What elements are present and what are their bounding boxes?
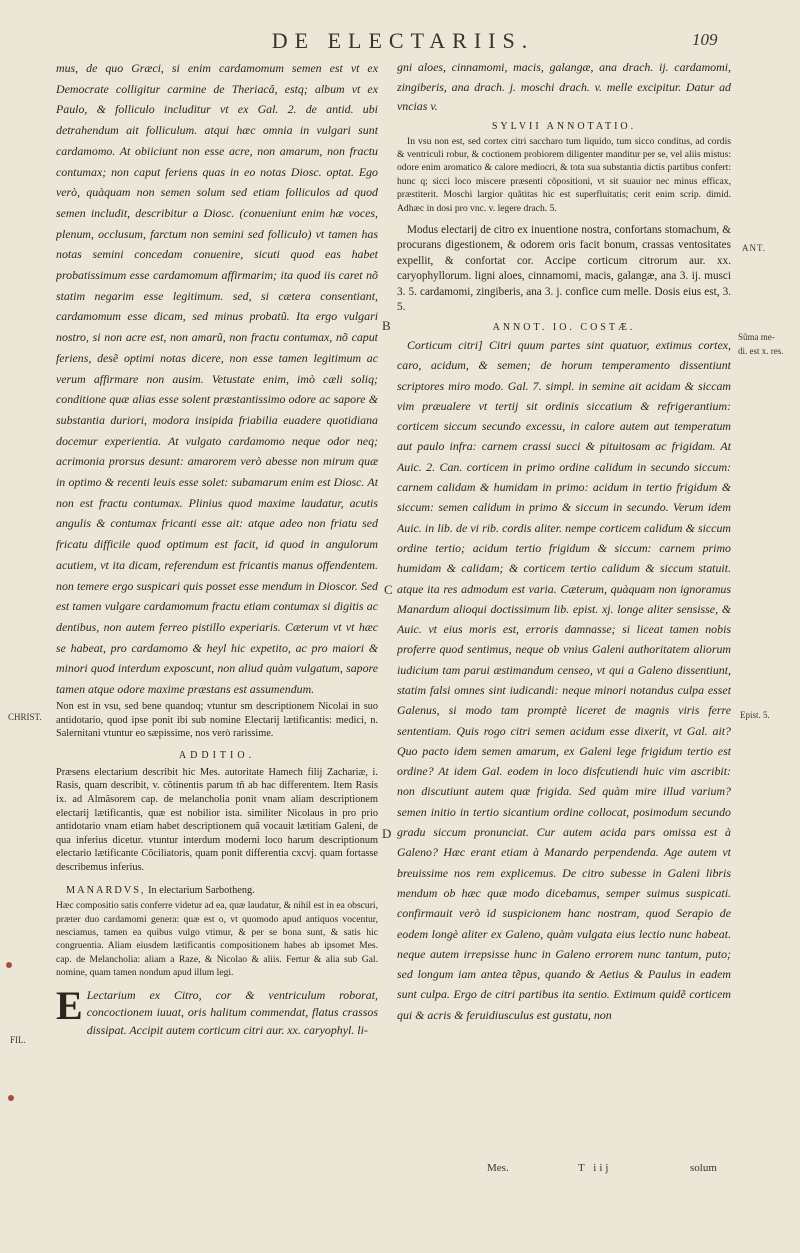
folio-number: 109 bbox=[692, 30, 718, 49]
left-column bbox=[56, 58, 378, 1039]
right-paragraph-1: gni aloes, cinnamomi, macis, galangæ, ana drach. ij. cardamomi, zingiberis, ana drach. j. moschi drach. v. melle excipitur. Datur ad vncias v. bbox=[397, 60, 731, 113]
footer-catchword: solum bbox=[690, 1162, 717, 1174]
additio-heading: ADDITIO. bbox=[178, 749, 256, 761]
manardus-heading bbox=[56, 884, 378, 898]
margin-ink-mark bbox=[6, 962, 12, 968]
margin-note-ant: ANT. bbox=[742, 243, 767, 253]
sylvii-heading: SYLVII ANNOTATIO. bbox=[491, 120, 637, 132]
margin-ink-mark bbox=[8, 1095, 14, 1101]
additio-paragraph: Præsens electarium describit hic Mes. autoritate Hamech filij Zachariæ, i. Rasis, quam describit, v. cõtinentis parum tñ ab hac differentem. Item Rasis ix. ad Almãsorem cap. de melancholia ponit vnam aliam descriptionem electarij lætificantis, quæ est nobilior ista. similiter Nicolaus in pro prio antidotario vnam etiam habet descriptionem quã vocauit lætitiam Galeni, de qua inferius dicetur. vtuntur interdum moderni loco harum descriptionum electario lætificante Cõciliatoris, quam ponit differentia cxcvj. quam fortasse describemus inferius. bbox=[56, 766, 378, 873]
footer-signature: T iij bbox=[578, 1162, 612, 1174]
margin-note-christ: CHRIST. bbox=[8, 712, 42, 722]
left-paragraph-christ: Non est in vsu, sed bene quandoq; vtuntur sm descriptionem Nicolai in suo antidotario, quod ipse ponit ibi sub nomine Electarij lætificantis: medici, n. Salernitani vtuntur eo sæpissime, nos verò rarissime. bbox=[56, 701, 378, 740]
footer-catch-left: Mes. bbox=[487, 1162, 509, 1174]
section-letter-c: C bbox=[384, 582, 393, 597]
manardus-name: MANARDVS, bbox=[66, 884, 146, 896]
costae-paragraph: Corticum citri] Citri quum partes sint quatuor, extimus cortex, caro, acidum, & semen; de horum temperamento dissentiunt scriptores miro modo. Gal. 7. simpl. in semine ait acidam & siccam vim præualere vt tertij sit ordinis siccatium & refrigerantium: corticem siccum secundo excessu, in calore autem aut temperatum aut paulo infra: carnem crassi succi & pituitosam ac frigidam. At Auic. 2. Can. corticem in primo ordine calidum in secundo siccum: carnem calidam & humidam in primo: acidum in tertio frigidum & siccum: semen calidum in primo & siccum in secundo. Verum idem Auic. in lib. de vi rib. cordis aliter. nempe corticem calidum & siccum ordine tertio; acidum tertio frigidum & siccum: carnem primo humidam & calidam; & corticem tertio calidum & siccum statuit. atque ita res admodum est varia. Cæterum, quàquam non ignoramus Manardum alioqui doctissimum lib. epist. xj. longe aliter sensisse, & Auic. vt eius moris est, erroris damnasse; si liceat tamen nobis proferre quod sentimus, neque ob vnius Galeni authoritatem aliorum iudicium tam parui æstimandum censeo, vt qui a Galeno dissentiunt, statim falsi omnes sint iudicandi: neque minori notandus culpa esset Galenus, si modo tam promptè liceret de magnis viris ferre sententiam. Quis rogo citri semen acidum esse dixerit, vt Gal. ait? Quo pacto idem semen amarum, ex Galeni lege frigidum tertio est ordine? At idem Gal. eodem in loco disfcutiendi huic vim ascribit: non discutiunt autem quæ frigida. Sed quàm mire illud varium? semen initio in tertio sicantium ordine collocat, posimodum secundo gradu siccum pronunciat. Cur autem acida pars omissa est à Galeno? Hæc erant etiam à Manardo perpendenda. Age autem vt breuissime nos rem explicemus. De citro subesse in Galeni libris mendum ob hæc quæ modo dicebamus, semper suimus suspicati. confirmauit verò id suspicionem hanc nostram, quod Serapio de eodem longè aliter ex Galeno, quàm vulgata eius lectio nunc habeat. neque autem irrepsisse hunc in Galeno errorem nunc tantum, puto; sed longum iam antea tẽpus, quando & Aetius & Paulus in eadem sunt culpa. Ergo de citri partibus ita sentio. Extimum quidẽ corticem qui & acris & feruidiusculus est gustatu, non bbox=[397, 337, 731, 1022]
section-letter-d: D bbox=[382, 826, 392, 841]
section-letter-b: B bbox=[382, 318, 391, 333]
manardus-paragraph: Hæc compositio satis conferre videtur ad ea, quæ laudatur, & nihil est in ea obscuri, præter duo cardamomi genera: quæ est o, vt quomodo apud antiquos vocentur, nesciamus, tamen ea quibus vulgo vtimur, & per se bona sunt, & satis hic congruentia. Aliam eiusdem lætificantis compositionem habes ab ipsomet Mes. cap. de Melancholia: aliam a Raze, & Nicolao & aliis. Fertur & alia sub Gal. nomine, quam tamen nondum apud illum legi. bbox=[56, 900, 378, 979]
margin-note-fil: FIL. bbox=[10, 1035, 26, 1045]
margin-note-epist: Epist. 5. bbox=[740, 710, 770, 720]
drop-cap: E bbox=[56, 982, 83, 1028]
manardus-subtitle: In electarium Sarbotheng. bbox=[148, 884, 255, 896]
costae-heading: ANNOT. IO. COSTÆ. bbox=[492, 321, 636, 333]
margin-note-summa-2: di. est x. res. bbox=[738, 346, 784, 356]
recipe-paragraph: Lectarium ex Citro, cor & ventriculum roborat, concoctionem iuuat, oris halitum commendat, flatus crassos dissipat. Accipit autem corticum citri aur. xx. caryophyl. li- bbox=[86, 987, 378, 1037]
citro-paragraph: Modus electarij de citro ex inuentione nostra, confortans stomachum, & procurans digestionem, & odorem oris facit bonum, crassas ventositates expellit, & confortat cor. Accipe corticum citrorum aur. xx. caryophyllorum. ligni aloes, cinnamomi, macis, galangæ, ana 3. ij. musci 3. 5. cardamomi, zingiberis, ana 3. j. confice cum melle. Dosis eius est, 3. 5. bbox=[397, 223, 731, 314]
left-paragraph-1: mus, de quo Græci, si enim cardamomum semen est vt ex Democrate colligitur carmine de Theriacâ, estq; album vt ex Paulo, & folliculo includitur vt ex Gal. 2. de antid. ubi detrahendum ait folliculum. atqui hæc omnia in vulgari sunt cardamomo. At obiiciunt non esse acre, non amarum, non fractu contumax; non caput feriens quas in eo notas Diosc. optat. Ego verò, quàquam non semen solum sed etiam folliculos ad quod semen includit, describitur a Diosc. (conueniunt enim hæ voces, plenum, occlusum, farctum non semini sed folliculo) vt tamen has notas semini concedam conuenire, sicuti quod eas habet probatissimum esse cardamomum affirmarim; ita quod iis caret nõ statim negarim esse legitimum. sed, si cætera consentiant, cardamomum esse dicam, sed minus probatũ. Ita ergo vulgari nostro, si non acre est, non amarũ, non fractu contumax, nõ caput feriens, desẽ optimi notas dicere, non esse tamen legitimum ac verum affirmare non ausim. Vetustate enim, imò cæli soliq; conditione quæ alias esse solent præstantissimo odore ac sapore & substantia duriori, modora insipida friabilia euadere quotidiana docemur experientia. At vulgato cardamomo neque odor neq; acrimonia prorsus desunt: amarorem verò abesse non mirum quæ in optimo & recenti leuis esse solet: subamarum enim est Diosc. At non est fractu contumax. Plinius quod maxime laudatur, acutis angulis & contumax fricanti esse ait: atque adeo non friatu sed fricatu difficile quod optimum est facit, id quod in angulorum acutiem, vt ita dicam, referendum est fricantis manus offendentem. non temere ergo suspicari quis posset esse mendum in Dioscor. Sed est tamen vulgare cardamomum fractu etiam contumax si digitis ac dentibus, non autem ferreo pistillo experiaris. Cæterum vt vt hæc se habeat, pro cardamomo & heyl hic expetito, ac pro maiori & minori quod interdum exposcunt, non aliud quàm vulgatum, sapore tamen atque odore maxime præstans est assumendum. bbox=[56, 61, 378, 697]
sylvii-paragraph: In vsu non est, sed cortex citri saccharo tum liquido, tum sicco conditus, ad cordis & ventriculi robur, & coctionem probiorem diligenter manditur per se, vel aliis mistus: odore enim aromatico & calore mediocri, & tota sua substantia dictis partibus confert: hunc q; sicci loco miscere præsenti cõpositioni, vt sit suauior nec minus efficax, præstiterit. Moschi largior quãtitas hic est superfluitatis; cerit enim scrip. dimid. Adhæc in dosi pro vnc. v. legere drach. 5. bbox=[397, 135, 731, 214]
right-column bbox=[397, 58, 731, 1145]
margin-note-summa-1: Sũma me- bbox=[738, 332, 775, 342]
recipe-paragraph-wrap bbox=[56, 982, 378, 1040]
running-title: DE ELECTARIIS. bbox=[271, 28, 535, 53]
